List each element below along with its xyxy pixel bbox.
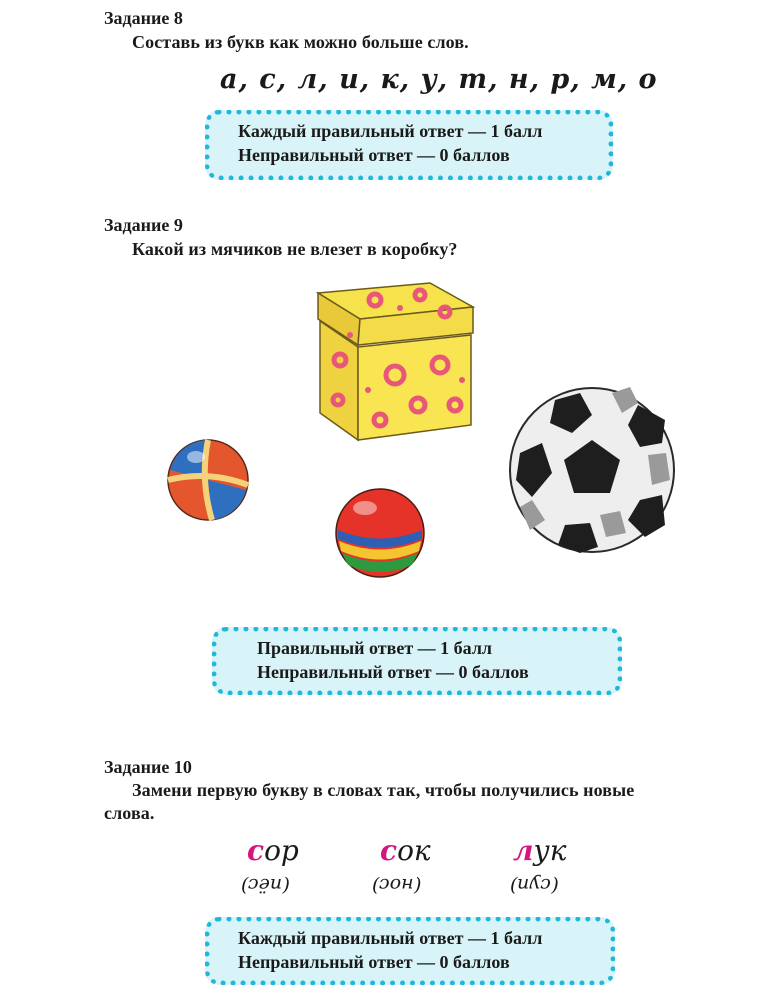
word-3 xyxy=(513,834,566,867)
score-line-wrong: Неправильный ответ — 0 баллов xyxy=(238,145,510,165)
score-line-correct: Каждый правильный ответ — 1 балл xyxy=(238,121,543,141)
task9-illustration xyxy=(160,275,680,605)
striped-ball-illustration xyxy=(336,489,424,577)
score-line-correct: Правильный ответ — 1 балл xyxy=(257,638,493,658)
word-2-answer-text: нос xyxy=(379,874,415,896)
task8-title: Задание 8 xyxy=(104,8,183,28)
word-3-rest: ук xyxy=(533,834,567,867)
word-1-answer: (пёс) xyxy=(241,874,290,896)
word-3-first-letter: л xyxy=(513,834,534,867)
task10-text-line2: слова. xyxy=(104,803,155,823)
task8-letters: а, с, л, и, к, у, т, н, р, м, о xyxy=(220,64,658,95)
word-3-answer: (суп) xyxy=(510,874,559,896)
word-2-rest: ок xyxy=(397,834,431,867)
gift-box-illustration xyxy=(318,283,473,440)
soccer-ball-illustration xyxy=(510,387,674,553)
word-1-answer-text: пёс xyxy=(248,874,283,896)
word-2-first-letter: с xyxy=(380,834,398,867)
task8-text: Составь из букв как можно больше слов. xyxy=(132,32,469,52)
word-1-rest: ор xyxy=(264,834,299,867)
task9-score-box xyxy=(212,627,622,695)
small-ball-illustration xyxy=(168,440,248,520)
word-1 xyxy=(247,834,299,867)
task9-text: Какой из мячиков не влезет в коробку? xyxy=(132,239,458,259)
task10-text-line1: Замени первую букву в словах так, чтобы получились новые xyxy=(132,780,635,800)
word-2-answer: (нос) xyxy=(372,874,422,896)
score-line-wrong: Неправильный ответ — 0 баллов xyxy=(238,952,510,972)
task10-score-box xyxy=(205,917,615,985)
word-2 xyxy=(380,834,431,867)
score-line-correct: Каждый правильный ответ — 1 балл xyxy=(238,928,543,948)
score-line-wrong: Неправильный ответ — 0 баллов xyxy=(257,662,529,682)
word-1-first-letter: с xyxy=(247,834,265,867)
task9-title: Задание 9 xyxy=(104,215,183,235)
task10-title: Задание 10 xyxy=(104,757,192,777)
word-3-answer-text: суп xyxy=(517,874,552,896)
task8-score-box xyxy=(205,110,613,180)
